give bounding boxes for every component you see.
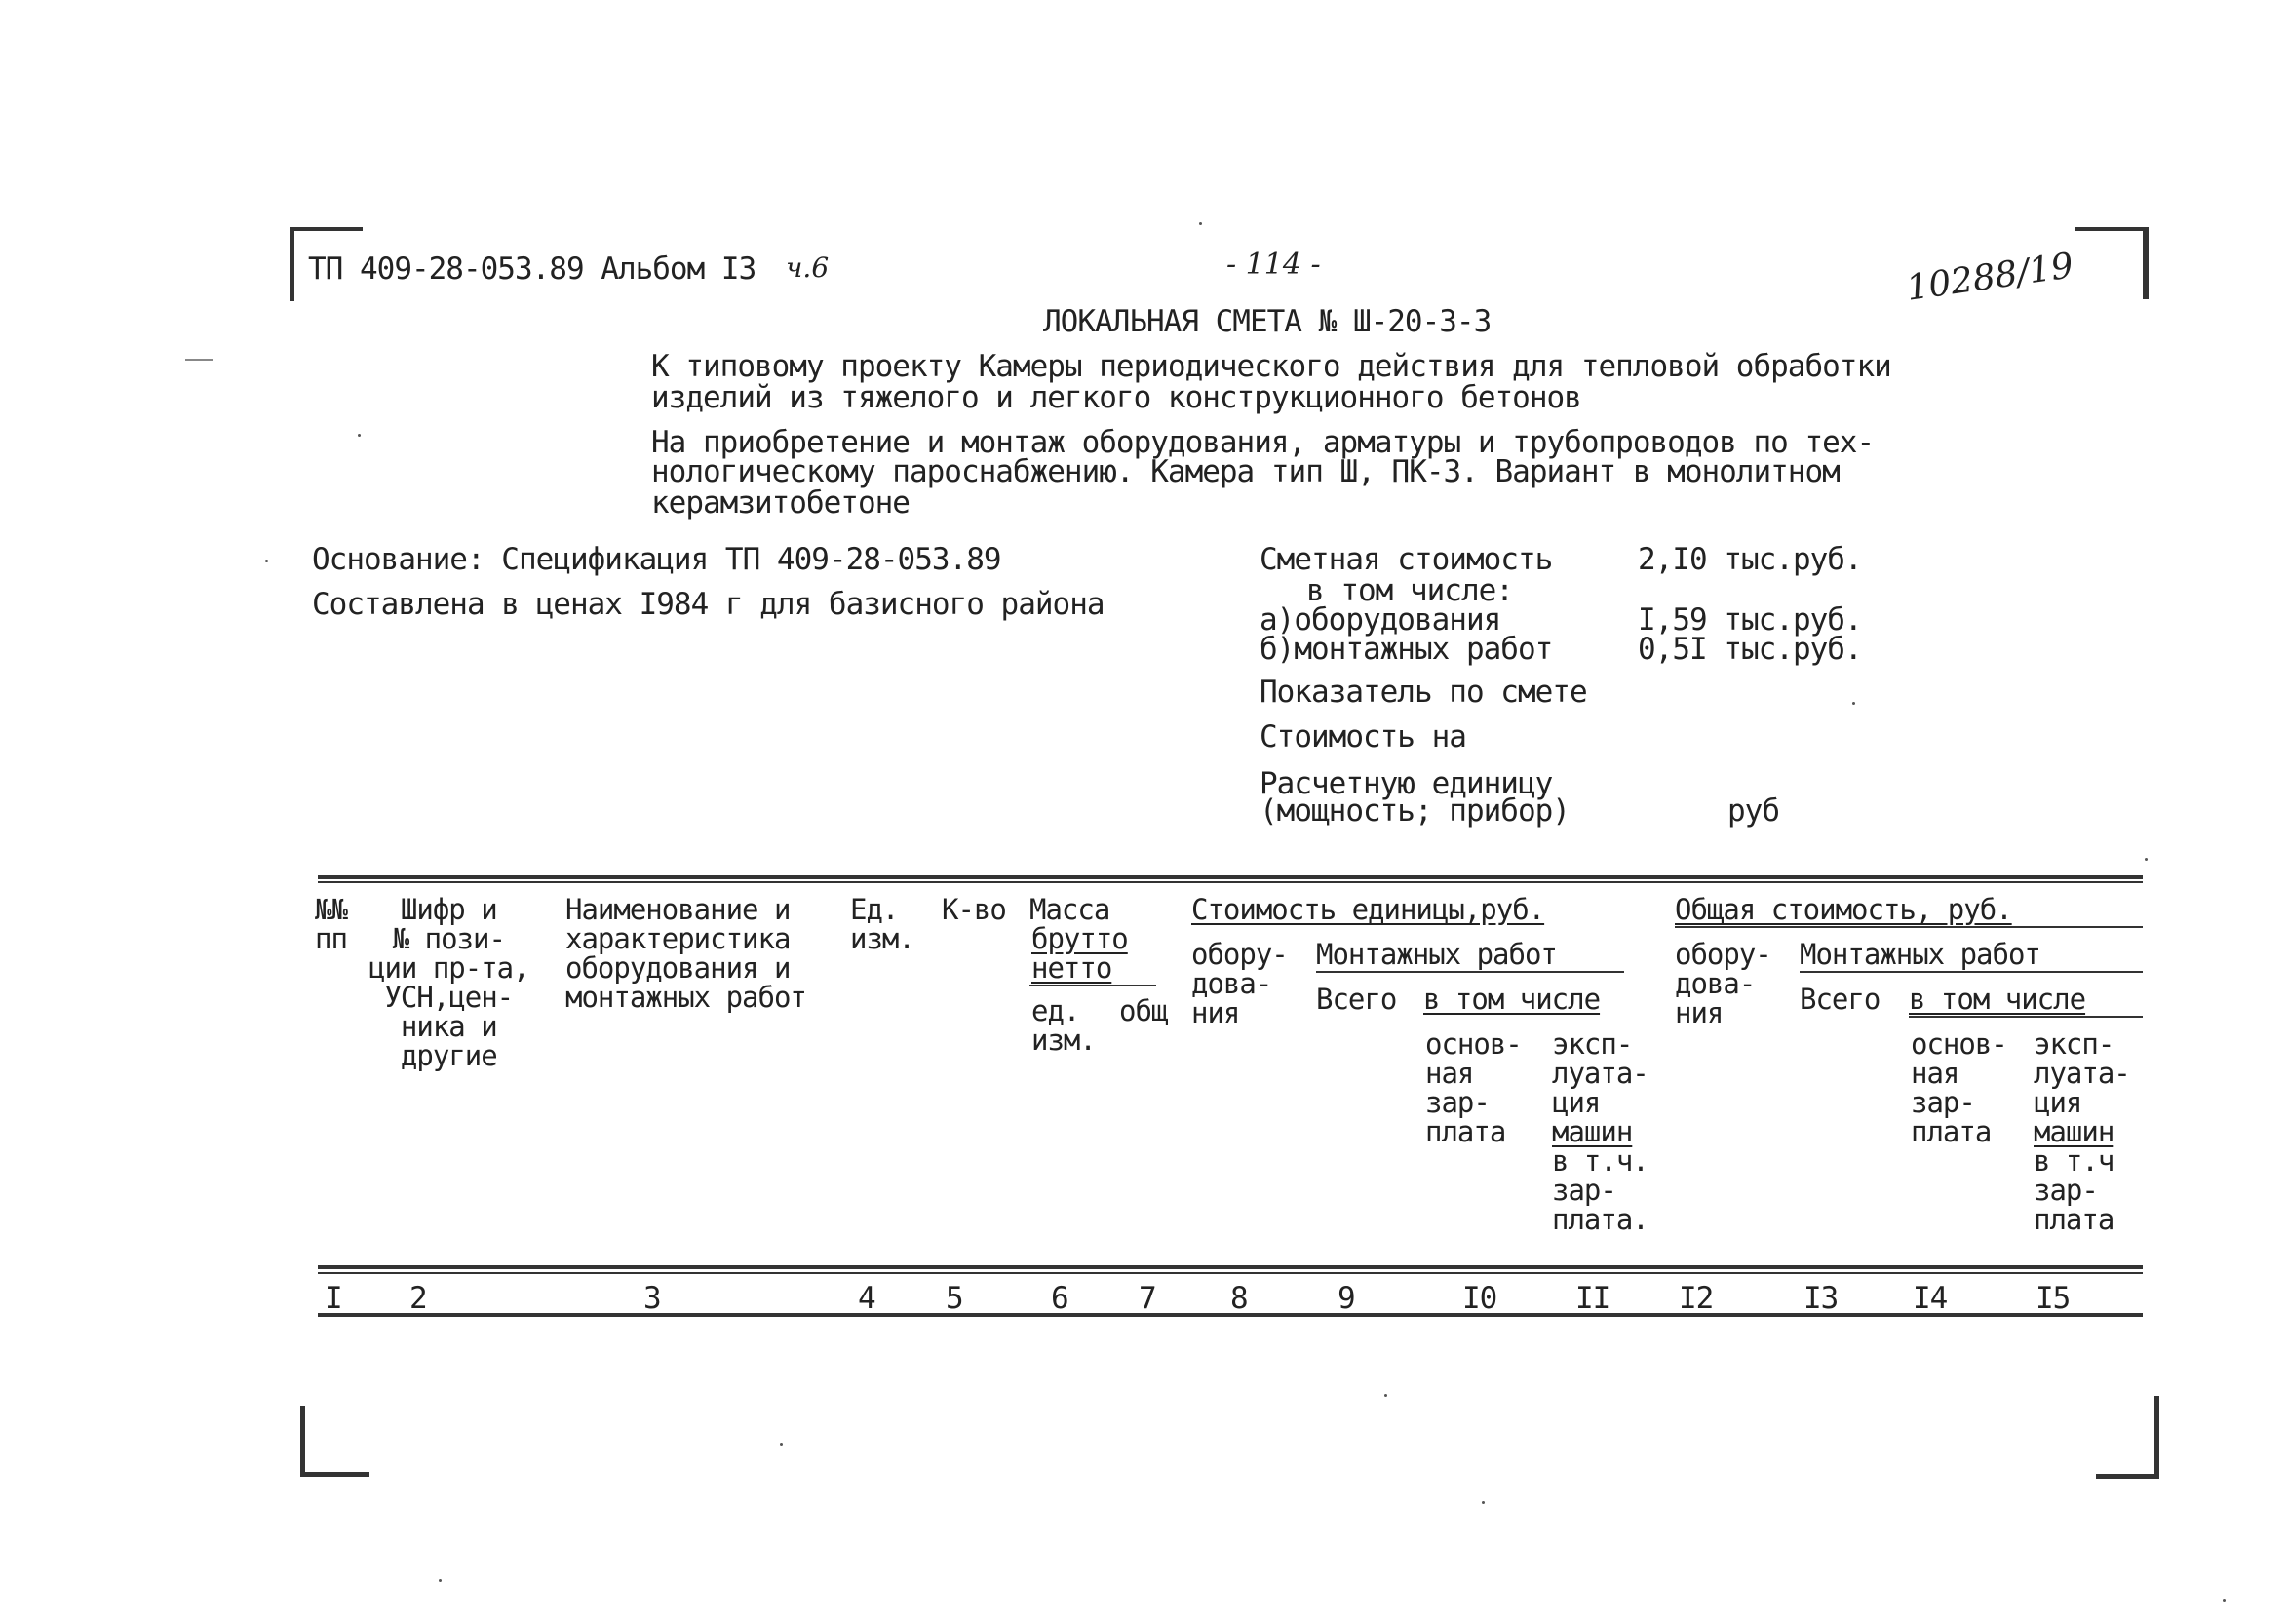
scan-speck	[439, 1579, 442, 1582]
unit-label-2: (мощность; прибор)	[1260, 793, 1570, 829]
unit-install-rule	[1316, 971, 1624, 973]
indicator-label: Показатель по смете	[1260, 675, 1587, 710]
unit-machine-ops-header: эксп- луата- ция машин в т.ч. зар- плата.	[1552, 1027, 1648, 1236]
basis-text: Основание: Спецификация ТП 409-28-053.89	[312, 542, 1001, 577]
unit-total-header: Всего	[1316, 983, 1397, 1016]
col-mass-netto: нетто	[1031, 951, 1112, 985]
scan-mark	[185, 359, 213, 361]
scan-speck	[1199, 222, 1202, 225]
frame-corner-bottom-right	[2096, 1396, 2159, 1479]
col-mass-unit: ед. изм.	[1031, 994, 1096, 1057]
scan-speck	[780, 1443, 783, 1446]
project-line-1: К типовому проекту Камеры периодического действия для тепловой обработки	[651, 349, 1891, 384]
purpose-line-3: керамзитобетоне	[651, 485, 910, 521]
col-mass-brutto: брутто	[1031, 922, 1128, 955]
column-number: 7	[1139, 1281, 1156, 1316]
col-mass-header: Масса	[1029, 893, 1110, 926]
total-base-pay-header: основ- ная зар- плата	[1911, 1027, 2007, 1148]
installation-value: 0,5I тыс.руб.	[1638, 632, 1862, 667]
archive-number: 10288/19	[1903, 246, 2076, 309]
prices-text: Составлена в ценах I984 г для базисного района	[312, 587, 1105, 622]
column-number: 5	[946, 1281, 963, 1316]
col-quantity-header: К-во	[942, 893, 1006, 926]
unit-including-header: в том числе	[1423, 983, 1601, 1016]
unit-cost-group-header: Стоимость единицы,руб.	[1191, 893, 1545, 926]
column-number: II	[1575, 1281, 1610, 1316]
total-machine-ops-header: эксп- луата- ция машин в т.ч зар- плата	[2034, 1027, 2130, 1236]
scan-speck	[265, 560, 268, 562]
scan-speck	[1482, 1501, 1485, 1504]
col-code-header: Шифр и № пози- ции пр-та, УСН,цен- ника и другие	[368, 893, 529, 1072]
total-total-header: Всего	[1800, 983, 1881, 1016]
equipment-label: а)оборудования	[1260, 602, 1501, 638]
col-mass-total: общ	[1119, 994, 1168, 1027]
column-number: 9	[1338, 1281, 1355, 1316]
equipment-value: I,59 тыс.руб.	[1638, 602, 1862, 638]
total-equipment-header: обору- дова- ния	[1675, 938, 1771, 1029]
estimated-cost-label: Сметная стоимость	[1260, 542, 1553, 577]
doc-reference: ТП 409-28-053.89 Альбом I3	[308, 251, 756, 287]
col-number-header: №№ пп	[315, 893, 347, 955]
installation-label: б)монтажных работ	[1260, 632, 1553, 667]
total-including-header: в том числе	[1909, 983, 2086, 1016]
table-header-bottom-rule-2	[318, 1272, 2143, 1274]
purpose-line-2: нологическому пароснабжению. Камера тип Ш, ПК-3. Вариант в монолитном	[651, 454, 1840, 489]
estimated-cost-value: 2,I0 тыс.руб.	[1638, 542, 1862, 577]
unit-label-1: Расчетную единицу	[1260, 766, 1553, 801]
col-unit-header: Ед. изм.	[850, 893, 914, 955]
column-number: I	[325, 1281, 342, 1316]
scan-speck	[1384, 1394, 1387, 1397]
column-number: 4	[858, 1281, 875, 1316]
page-number: - 114 -	[1226, 248, 1321, 282]
page-title: ЛОКАЛЬНАЯ СМЕТА № Ш-20-3-3	[1043, 304, 1492, 339]
scan-speck	[2223, 1599, 2226, 1602]
column-number: I5	[2036, 1281, 2071, 1316]
mass-divider	[1029, 985, 1156, 986]
column-number: 3	[643, 1281, 661, 1316]
frame-corner-bottom-left	[300, 1406, 369, 1477]
part-number: ч.6	[786, 251, 830, 284]
column-number: 2	[409, 1281, 427, 1316]
table-header-bottom-rule	[318, 1265, 2143, 1269]
total-cost-group-rule	[1675, 926, 2143, 928]
table-top-rule-2	[318, 881, 2143, 883]
table-top-rule	[318, 875, 2143, 879]
total-including-rule	[1909, 1016, 2143, 1018]
total-install-header: Монтажных работ	[1800, 938, 2040, 971]
column-number: 6	[1051, 1281, 1068, 1316]
including-label: в том числе:	[1306, 573, 1513, 608]
unit-base-pay-header: основ- ная зар- плата	[1425, 1027, 1522, 1148]
unit-currency: руб	[1727, 793, 1779, 829]
column-number: I2	[1679, 1281, 1714, 1316]
unit-install-header: Монтажных работ	[1316, 938, 1557, 971]
column-number: I3	[1803, 1281, 1839, 1316]
cost-per-label: Стоимость на	[1260, 719, 1466, 754]
unit-equipment-header: обору- дова- ния	[1191, 938, 1288, 1029]
column-number: I4	[1913, 1281, 1948, 1316]
scan-speck	[1852, 702, 1855, 705]
purpose-line-1: На приобретение и монтаж оборудования, арматуры и трубопроводов по тех-	[651, 425, 1875, 460]
project-line-2: изделий из тяжелого и легкого конструкционного бетонов	[651, 380, 1581, 415]
column-number: I0	[1462, 1281, 1497, 1316]
scan-speck	[358, 434, 361, 437]
total-install-rule	[1800, 971, 2143, 973]
scan-speck	[2145, 858, 2148, 861]
column-number: 8	[1230, 1281, 1248, 1316]
total-cost-group-header: Общая стоимость, руб.	[1675, 893, 2012, 926]
frame-corner-top-right	[2075, 227, 2149, 299]
col-name-header: Наименование и характеристика оборудования и монтажных работ	[565, 893, 806, 1014]
